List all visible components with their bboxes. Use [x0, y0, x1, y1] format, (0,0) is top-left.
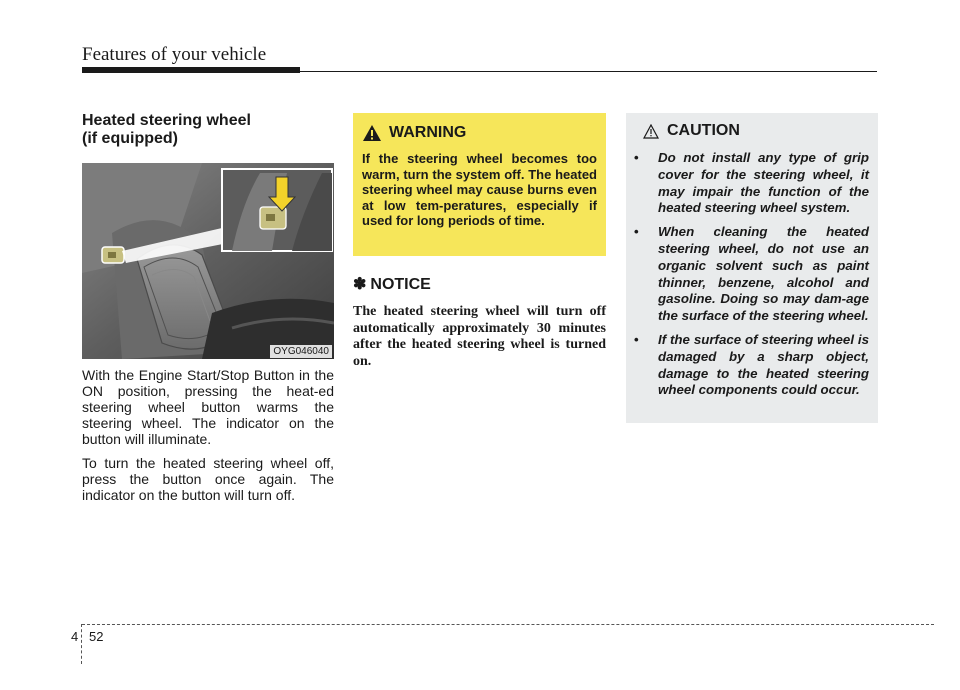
page-chapter: 4 — [71, 629, 79, 644]
footer-divider — [81, 624, 82, 664]
section-title-line1: Heated steering wheel — [82, 112, 251, 129]
figure-code: OYG046040 — [270, 345, 332, 358]
page-number: 52 — [89, 629, 104, 644]
footer-rule — [82, 624, 934, 625]
caution-item-text: When cleaning the heated steering wheel, do not use an organic solvent such as paint thinner, benzene, alcohol and gasoline. Doing so may dam-age the surface of the steering wheel. — [658, 224, 869, 324]
section-title — [82, 112, 334, 148]
caution-header — [643, 121, 869, 141]
notice-mark-icon: ✽ — [353, 276, 367, 293]
console-illustration — [82, 163, 334, 359]
notice-title: NOTICE — [370, 276, 431, 293]
caution-title: CAUTION — [667, 122, 740, 139]
warning-header — [362, 121, 597, 145]
notice-text: The heated steering wheel will turn off automatically approximately 30 minutes after the heated steering wheel is turned on. — [353, 304, 606, 369]
caution-item-text: Do not install any type of grip cover for the steering wheel, it may impair the function of the heated steering wheel system. — [658, 150, 869, 216]
warning-text: If the steering wheel becomes too warm, turn the system off. The heated steering wheel may cause burns even at low tem-peratures, especially if used for long periods of time. — [362, 151, 597, 229]
warning-box — [353, 113, 606, 256]
notice-header — [353, 276, 606, 294]
warning-title: WARNING — [389, 124, 467, 141]
body-paragraph-1: With the Engine Start/Stop Button in the ON position, pressing the heat-ed steering wheel button warms the steering wheel. The indicator on the button will illuminate. — [82, 367, 334, 447]
header-accent-bar — [82, 67, 300, 73]
bullet-icon: • — [634, 150, 639, 165]
caution-item — [634, 332, 869, 399]
body-paragraph-2: To turn the heated steering wheel off, press the button once again. The indicator on the button will turn off. — [82, 455, 334, 503]
console-photo — [82, 163, 334, 359]
section-title-line2: (if equipped) — [82, 130, 178, 147]
caution-item — [634, 224, 869, 325]
page-header-title: Features of your vehicle — [82, 44, 267, 65]
notice-section — [353, 276, 606, 370]
bullet-icon: • — [634, 224, 639, 240]
main-column — [82, 112, 334, 503]
bullet-icon: • — [634, 331, 639, 347]
caution-item — [634, 150, 869, 217]
header-rule — [300, 71, 877, 72]
caution-list — [634, 150, 869, 399]
warning-icon — [362, 124, 382, 142]
caution-box — [626, 113, 878, 423]
caution-item-text: If the surface of steering wheel is damaged by a sharp object, damage to the heated steering wheel components could occur. — [658, 331, 869, 398]
caution-icon — [643, 124, 659, 139]
